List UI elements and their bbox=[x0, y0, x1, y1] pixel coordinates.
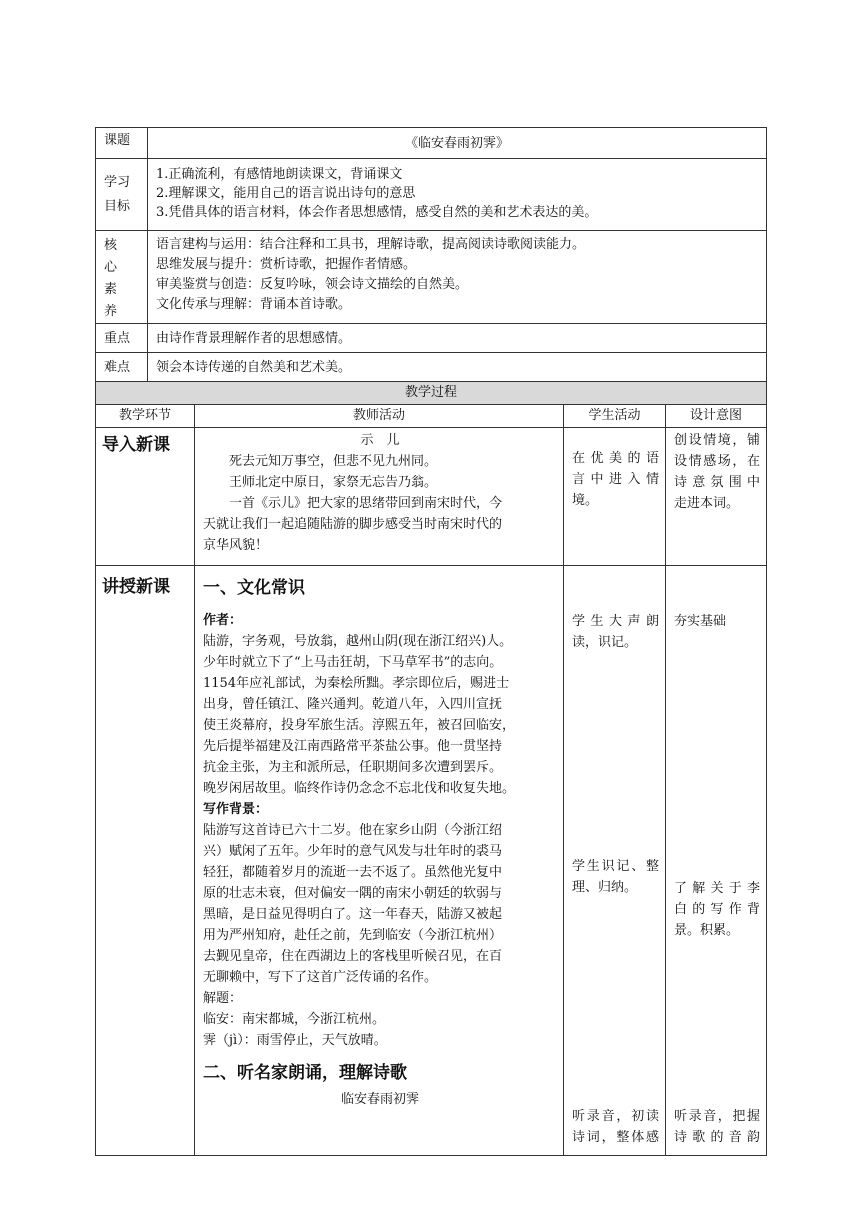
process-header: 教学过程 bbox=[96, 382, 767, 405]
goals-label: 学习 目标 bbox=[96, 159, 148, 231]
column-header-stage: 教学环节 bbox=[96, 405, 195, 428]
key-point-label: 重点 bbox=[96, 324, 148, 353]
difficulty-value: 领会本诗传递的自然美和艺术美。 bbox=[148, 353, 767, 382]
intro-text-line: 京华风貌！ bbox=[203, 538, 269, 553]
author-line: 使王炎幕府，投身军旅生活。淳熙五年，被召回临安， bbox=[203, 718, 516, 733]
process-header-row bbox=[96, 382, 767, 405]
column-header-row bbox=[96, 405, 767, 428]
section-heading-culture: 一、文化常识 bbox=[203, 578, 305, 598]
core-item: 思维发展与提升：赏析诗歌，把握作者情感。 bbox=[156, 257, 417, 272]
column-header-teacher: 教师活动 bbox=[195, 405, 564, 428]
background-line: 去觐见皇帝，住在西湖边上的客栈里听候召见，在百 bbox=[203, 949, 503, 964]
background-line: 兴）赋闲了五年。少年时的意气风发与壮年时的裘马 bbox=[203, 844, 503, 859]
background-line: 无聊赖中，写下了这首广泛传诵的名作。 bbox=[203, 970, 438, 985]
intro-teacher-activity bbox=[195, 428, 564, 566]
title-explain-line: 霁（jì）：雨雪停止，天气放晴。 bbox=[203, 1033, 387, 1048]
author-line: 1154年应礼部试，为秦桧所黜。孝宗即位后，赐进士 bbox=[203, 676, 510, 691]
background-line: 陆游写这首诗已六十二岁。他在家乡山阴（今浙江绍 bbox=[203, 823, 503, 838]
author-line: 抗金主张，为主和派所忌，任职期间多次遭到罢斥。 bbox=[203, 760, 503, 775]
design-intent-1: 夯实基础 bbox=[674, 614, 727, 629]
intro-poem-line: 王师北定中原日，家祭无忘告乃翁。 bbox=[229, 475, 438, 490]
author-line: 陆游，字务观，号放翁，越州山阴(现在浙江绍兴)人。 bbox=[203, 634, 513, 649]
student-activity-3: 听录音，初读 诗词，整体感 bbox=[572, 1109, 659, 1145]
author-label: 作者： bbox=[203, 613, 243, 628]
lesson-row bbox=[96, 566, 767, 1156]
core-literacy-list bbox=[148, 231, 767, 324]
key-point-value: 由诗作背景理解作者的思想感情。 bbox=[148, 324, 767, 353]
intro-design-intent: 创设情境，铺 设情感场，在 诗意氛围中 走进本词。 bbox=[666, 428, 767, 566]
intro-text-line: 天就让我们一起追随陆游的脚步感受当时南宋时代的 bbox=[203, 517, 503, 532]
goal-item: 2.理解课文，能用自己的语言说出诗句的意思 bbox=[156, 186, 416, 201]
core-item: 审美鉴赏与创造：反复吟咏，领会诗文描绘的自然美。 bbox=[156, 277, 469, 292]
title-explain-label: 解题： bbox=[203, 991, 243, 1006]
design-intent-2: 了解关于李 白的写作背 景。积累。 bbox=[674, 881, 761, 938]
author-line: 出身，曾任镇江、隆兴通判。乾道八年，入四川宣抚 bbox=[203, 697, 503, 712]
difficulty-label: 难点 bbox=[96, 353, 148, 382]
difficulty-row bbox=[96, 353, 767, 382]
author-line: 晚岁闲居故里。临终作诗仍念念不忘北伐和收复失地。 bbox=[203, 781, 516, 796]
core-literacy-row bbox=[96, 231, 767, 324]
student-activity-1: 学生大声朗 读，识记。 bbox=[572, 614, 659, 650]
background-line: 原的壮志未衰，但对偏安一隅的南宋小朝廷的软弱与 bbox=[203, 886, 503, 901]
intro-text-line: 一首《示儿》把大家的思绪带回到南宋时代，今 bbox=[229, 496, 503, 511]
core-item: 文化传承与理解：背诵本首诗歌。 bbox=[156, 297, 352, 312]
core-literacy-label: 核 心 素 养 bbox=[96, 231, 148, 324]
intro-stage: 导入新课 bbox=[96, 428, 195, 566]
goals-list bbox=[148, 159, 767, 231]
background-line: 轻狂，都随着岁月的流逝一去不返了。虽然他光复中 bbox=[203, 865, 503, 880]
column-header-student: 学生活动 bbox=[564, 405, 666, 428]
goal-item: 1.正确流利，有感情地朗读课文，背诵课文 bbox=[156, 167, 403, 182]
lesson-teacher-activity bbox=[195, 566, 564, 1156]
goals-row bbox=[96, 159, 767, 231]
lesson-design-intent bbox=[666, 566, 767, 1156]
topic-row bbox=[96, 128, 767, 159]
section-heading-recitation: 二、听名家朗诵，理解诗歌 bbox=[203, 1063, 407, 1083]
intro-row bbox=[96, 428, 767, 566]
author-line: 少年时就立下了“上马击狂胡，下马草军书”的志向。 bbox=[203, 655, 503, 670]
lesson-plan-document bbox=[95, 127, 766, 1156]
author-line: 先后提举福建及江南西路常平茶盐公事。他一贯坚持 bbox=[203, 739, 503, 754]
title-explain-line: 临安：南宋都城，今浙江杭州。 bbox=[203, 1012, 386, 1027]
background-line: 用为严州知府，赴任之前，先到临安（今浙江杭州） bbox=[203, 928, 503, 943]
lesson-info-table bbox=[95, 127, 767, 382]
teaching-process-table bbox=[95, 381, 767, 1156]
column-header-design: 设计意图 bbox=[666, 405, 767, 428]
intro-poem-line: 死去元知万事空，但悲不见九州同。 bbox=[229, 454, 438, 469]
design-intent-3: 听录音，把握 诗歌的音韵 bbox=[674, 1109, 761, 1145]
background-label: 写作背景： bbox=[203, 802, 269, 817]
core-item: 语言建构与运用：结合注释和工具书，理解诗歌，提高阅读诗歌阅读能力。 bbox=[156, 237, 586, 252]
lesson-stage: 讲授新课 bbox=[96, 566, 195, 1156]
intro-student-activity: 在优美的语 言中进入情 境。 bbox=[564, 428, 666, 566]
topic-label: 课题 bbox=[96, 128, 148, 159]
background-line: 黑暗，是日益见得明白了。这一年春天，陆游又被起 bbox=[203, 907, 503, 922]
topic-value: 《临安春雨初霁》 bbox=[148, 128, 767, 159]
goal-item: 3.凭借具体的语言材料，体会作者思想感情，感受自然的美和艺术表达的美。 bbox=[156, 205, 598, 220]
student-activity-2: 学生识记、整 理、归纳。 bbox=[572, 859, 659, 895]
key-point-row bbox=[96, 324, 767, 353]
lesson-poem-title: 临安春雨初霁 bbox=[340, 1092, 419, 1107]
lesson-student-activity bbox=[564, 566, 666, 1156]
intro-poem-title: 示 儿 bbox=[360, 433, 400, 448]
